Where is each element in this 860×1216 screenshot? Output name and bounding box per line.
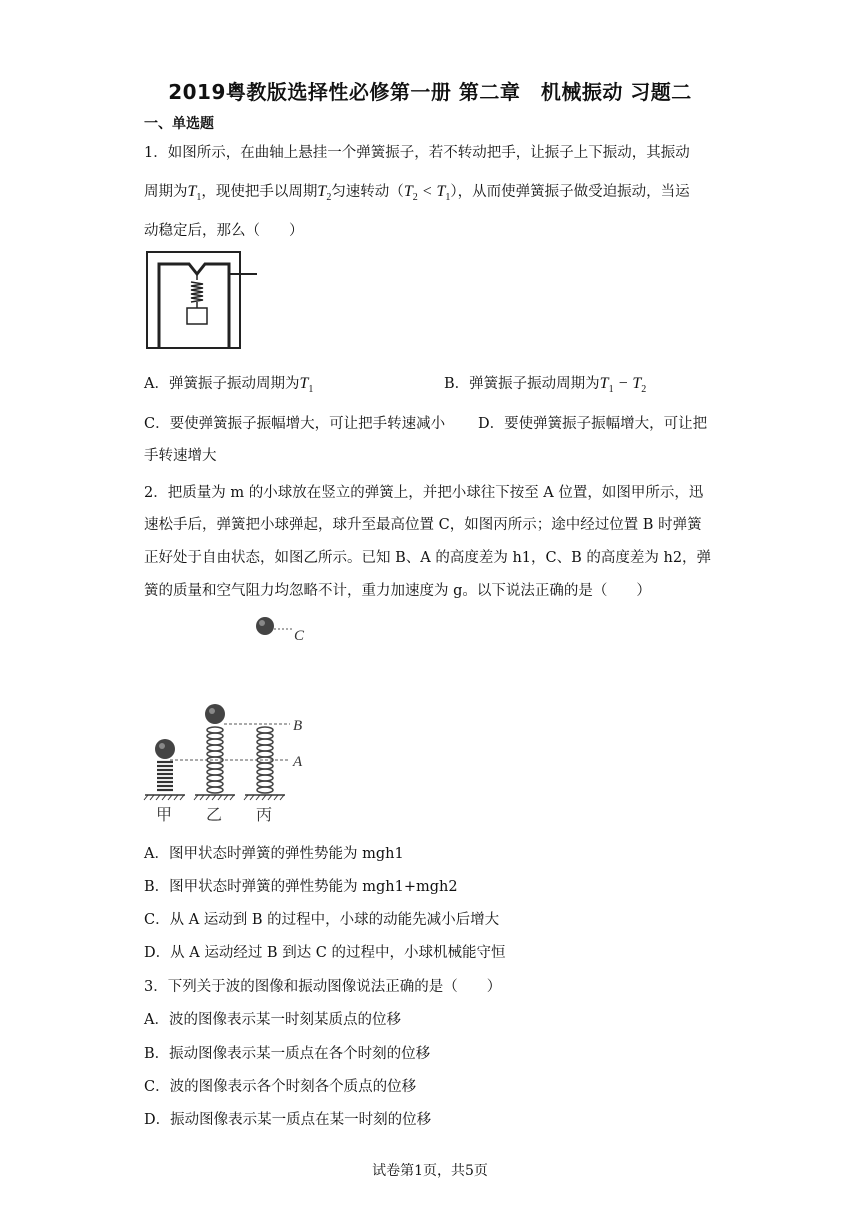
q1-option-a[interactable]: A．弹簧振子振动周期为$T_1$	[144, 375, 314, 396]
label-bing: 丙	[256, 805, 273, 824]
q3-option-d[interactable]: D．振动图像表示某一质点在某一时刻的位移	[144, 1112, 432, 1128]
inequality: $T_2 < T_1$	[403, 183, 451, 204]
q3-option-c[interactable]: C．波的图像表示各个时刻各个质点的位移	[144, 1079, 417, 1095]
q3-option-b[interactable]: B．振动图像表示某一质点在各个时刻的位移	[144, 1046, 431, 1062]
spring-ball-figure	[140, 610, 320, 825]
q1-line-2	[144, 180, 690, 203]
q1-text: 匀速转动（	[331, 184, 404, 200]
section-heading: 一、单选题	[144, 116, 214, 132]
symbol-t2: $T_2$	[317, 183, 332, 204]
q2-line-3: 正好处于自由状态，如图乙所示。已知 B、A 的高度差为 h1，C、B 的高度差为 h2，弹	[144, 550, 712, 566]
label-b: B	[293, 718, 303, 734]
label-c: C	[294, 628, 305, 644]
q3-line-1: 3．下列关于波的图像和振动图像说法正确的是（ ）	[144, 979, 502, 995]
q1-option-d[interactable]: D．要使弹簧振子振幅增大，可让把	[478, 416, 708, 432]
q1-text: 周期为	[144, 184, 188, 200]
label-jia: 甲	[156, 805, 173, 824]
q1-line-3: 动稳定后，那么（ ）	[144, 223, 304, 239]
page-title: 2019粤教版选择性必修第一册 第二章 机械振动 习题二	[168, 80, 692, 104]
q2-option-c[interactable]: C．从 A 运动到 B 的过程中，小球的动能先减小后增大	[144, 912, 500, 928]
label-yi: 乙	[206, 805, 223, 824]
q2-option-b[interactable]: B．图甲状态时弹簧的弹性势能为 mgh1+mgh2	[144, 879, 458, 895]
symbol-t1: $T_1$	[187, 183, 202, 204]
q1-text: ），从而使弹簧振子做受迫振动，当运	[450, 184, 690, 200]
q1-line-1: 1．如图所示，在曲轴上悬挂一个弹簧振子，若不转动把手，让振子上下振动，其振动	[144, 145, 690, 161]
crank-spring-figure	[145, 250, 260, 350]
label-a: A	[293, 754, 303, 770]
q1-option-c[interactable]: C．要使弹簧振子振幅增大，可让把手转速减小	[144, 416, 446, 432]
q2-line-1: 2．把质量为 m 的小球放在竖立的弹簧上，并把小球往下按至 A 位置，如图甲所示，迅	[144, 485, 704, 501]
q2-option-a[interactable]: A．图甲状态时弹簧的弹性势能为 mgh1	[144, 846, 404, 862]
q2-option-d[interactable]: D．从 A 运动经过 B 到达 C 的过程中，小球机械能守恒	[144, 945, 506, 961]
q3-option-a[interactable]: A．波的图像表示某一时刻某质点的位移	[144, 1012, 401, 1028]
page-footer: 试卷第1页，共5页	[372, 1163, 488, 1179]
q1-option-d-cont: 手转速增大	[144, 448, 217, 464]
q2-line-2: 速松手后，弹簧把小球弹起，球升至最高位置 C，如图丙所示；途中经过位置 B 时弹簧	[144, 517, 702, 533]
q1-option-b[interactable]: B．弹簧振子振动周期为$T_1 - T_2$	[444, 375, 647, 396]
q1-text: ，现使把手以周期	[201, 184, 318, 200]
q2-line-4: 簧的质量和空气阻力均忽略不计，重力加速度为 g。以下说法正确的是（ ）	[144, 583, 651, 599]
